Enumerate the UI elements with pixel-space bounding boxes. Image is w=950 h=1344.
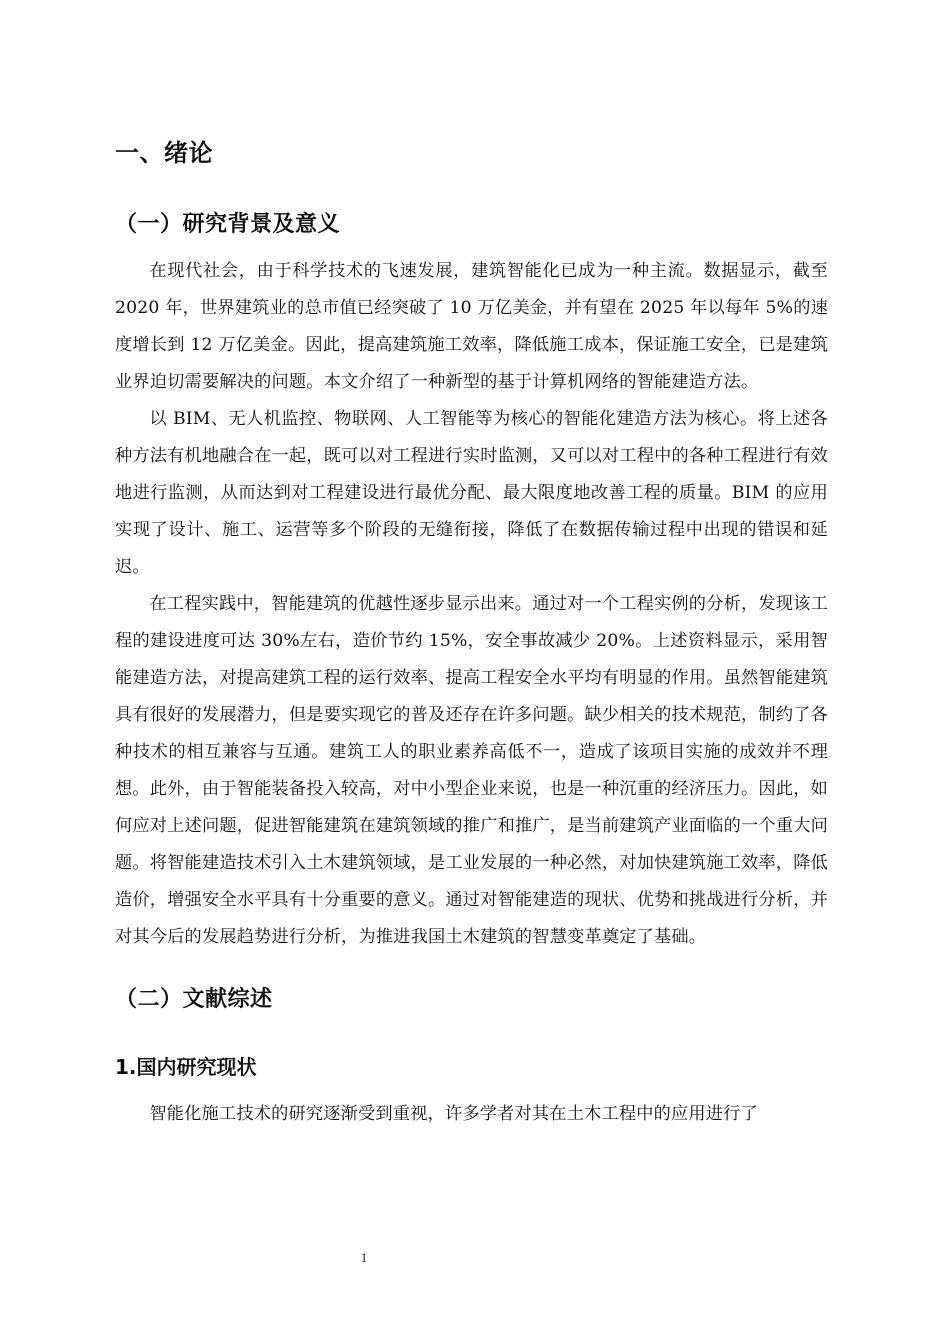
body-paragraph-2: 以 BIM、无人机监控、物联网、人工智能等为核心的智能化建造方法为核心。将上述各种方法有机地融合在一起，既可以对工程进行实时监测，又可以对工程中的各种工程进行有效地进行监测，从而达到对工程建设进行最优分配、最大限度地改善工程的质量。BIM 的应用实现了设计、施工、运营等多个阶段的无缝衔接，降低了在数据传输过程中出现的错误和延迟。 xyxy=(115,409,828,577)
body-paragraph-3: 在工程实践中，智能建筑的优越性逐步显示出来。通过对一个工程实例的分析，发现该工程的建设进度可达 30%左右，造价节约 15%，安全事故减少 20%。上述资料显示，采用智能建造方法，对提高建筑工程的运行效率、提高工程安全水平均有明显的作用。虽然智能建筑具有很好的发展潜力，但是要实现它的普及还存在许多问题。缺少相关的技术规范，制约了各种技术的相互兼容与互通。建筑工人的职业素养高低不一，造成了该项目实施的成效并不理想。此外，由于智能装备投入较高，对中小型企业来说，也是一种沉重的经济压力。因此，如何应对上述问题，促进智能建筑在建筑领域的推广和推广，是当前建筑产业面临的一个重大问题。将智能建造技术引入土木建筑领域，是工业发展的一种必然，对加快建筑施工效率，降低造价，增强安全水平具有十分重要的意义。通过对智能建造的现状、优势和挑战进行分析，并对其今后的发展趋势进行分析，为推进我国土木建筑的智慧变革奠定了基础。 xyxy=(115,594,828,947)
page-number: 1 xyxy=(360,1250,368,1265)
body-paragraph-4: 智能化施工技术的研究逐渐受到重视，许多学者对其在土木工程中的应用进行了 xyxy=(149,1104,758,1124)
section-heading-background: （一）研究背景及意义 xyxy=(115,212,341,237)
page-content xyxy=(115,134,828,1133)
section-heading-literature-review: （二）文献综述 xyxy=(115,987,273,1012)
subsection-heading-domestic-research: 1.国内研究现状 xyxy=(115,1055,257,1079)
chapter-heading: 一、绪论 xyxy=(115,139,213,167)
body-paragraph-1: 在现代社会，由于科学技术的飞速发展，建筑智能化已成为一种主流。数据显示，截至 2020 年，世界建筑业的总市值已经突破了 10 万亿美金，并有望在 2025 年以每年 5%的速度增长到 12 万亿美金。因此，提高建筑施工效率，降低施工成本，保证施工安全，已是建筑业界迫切需要解决的问题。本文介绍了一种新型的基于计算机网络的智能建造方法。 xyxy=(115,261,828,392)
